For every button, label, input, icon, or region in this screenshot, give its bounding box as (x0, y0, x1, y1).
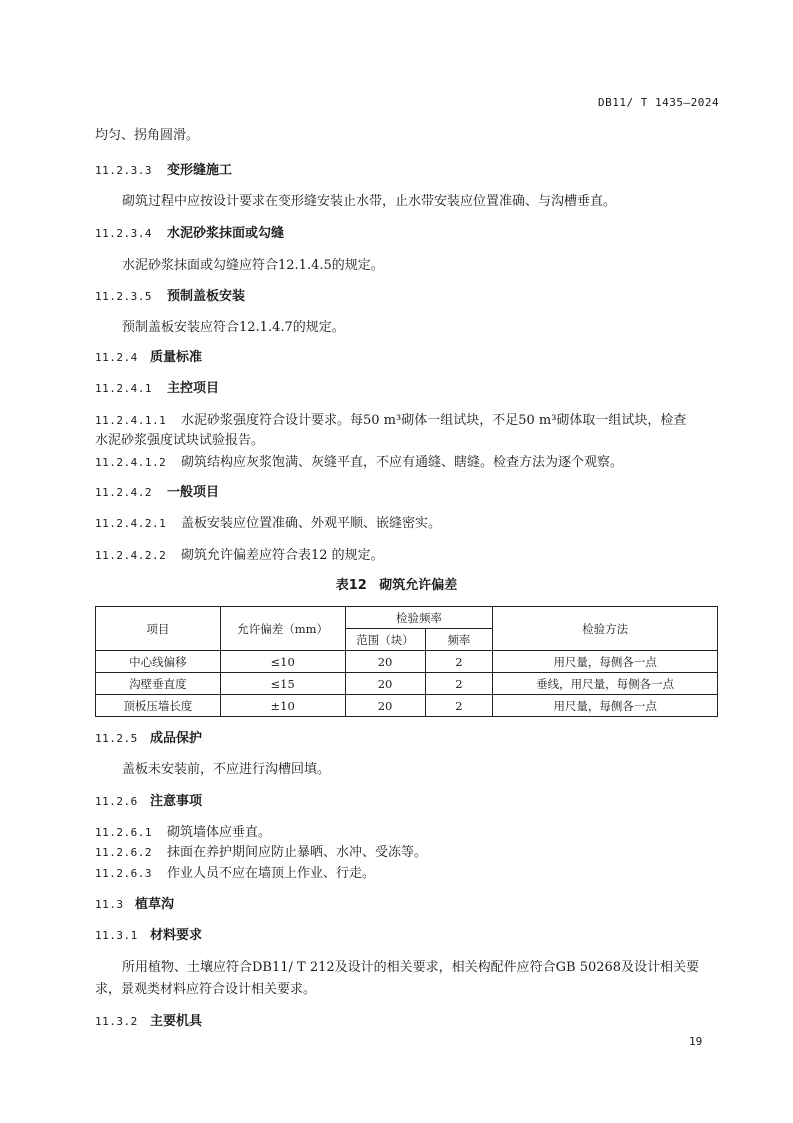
header-frequency: 检验频率 (345, 607, 493, 629)
list-item (95, 455, 623, 471)
cell-range: 20 (345, 651, 425, 673)
item-text: 抹面在养护期间应防止暴晒、水冲、受冻等。 (167, 845, 428, 860)
heading-title: 植草沟 (135, 897, 175, 912)
item-text: 水泥砂浆强度符合设计要求。每50 m³砌体一组试块，不足50 m³砌体取一组试块，检查 (181, 413, 687, 428)
cell-rate: 2 (425, 695, 493, 717)
list-item (95, 866, 375, 882)
header-range: 范围（块） (345, 629, 425, 651)
heading-11-2-4-2 (95, 485, 219, 501)
heading-number: 11.2.3.5 (95, 290, 152, 303)
heading-title: 质量标准 (150, 350, 203, 365)
heading-11-2-6 (95, 794, 202, 810)
heading-number: 11.3 (95, 898, 124, 911)
item-number: 11.2.4.1.2 (95, 456, 167, 469)
paragraph: 预制盖板安装应符合12.1.4.7的规定。 (122, 320, 345, 335)
heading-11-2-3-4 (95, 226, 284, 242)
cell-tolerance: ±10 (220, 695, 345, 717)
item-number: 11.2.4.1.1 (95, 414, 167, 427)
table-caption-title: 砌筑允许偏差 (379, 578, 458, 593)
cell-item: 沟壁垂直度 (96, 673, 221, 695)
paragraph: 所用植物、土壤应符合DB11/ T 212及设计的相关要求，相关构配件应符合GB 50268及设计相关要 (122, 960, 700, 975)
heading-number: 11.3.1 (95, 929, 138, 942)
heading-11-2-5 (95, 731, 202, 747)
item-text: 砌筑结构应灰浆饱满、灰缝平直，不应有通缝、瞎缝。检查方法为逐个观察。 (181, 455, 624, 470)
heading-11-2-4-1 (95, 381, 219, 397)
heading-number: 11.2.4 (95, 351, 138, 364)
table-caption (0, 578, 793, 594)
cell-method: 垂线，用尺量，每侧各一点 (493, 673, 718, 695)
item-text: 作业人员不应在墙顶上作业、行走。 (167, 866, 376, 881)
paragraph: 砌筑过程中应按设计要求在变形缝安装止水带，止水带安装应位置准确、与沟槽垂直。 (122, 194, 617, 209)
heading-title: 水泥砂浆抹面或勾缝 (167, 226, 285, 241)
cell-tolerance: ≤15 (220, 673, 345, 695)
header-tolerance: 允许偏差（mm） (220, 607, 345, 651)
tolerance-table (95, 606, 718, 717)
cell-range: 20 (345, 695, 425, 717)
heading-11-2-4 (95, 350, 202, 366)
cell-method: 用尺量，每侧各一点 (493, 695, 718, 717)
cell-rate: 2 (425, 651, 493, 673)
heading-number: 11.2.5 (95, 732, 138, 745)
document-id: DB11/ T 1435—2024 (598, 96, 720, 109)
heading-11-3 (95, 897, 174, 913)
heading-11-2-3-3 (95, 163, 232, 179)
item-text: 砌筑允许偏差应符合表12 的规定。 (181, 548, 384, 563)
heading-title: 预制盖板安装 (167, 289, 246, 304)
heading-11-3-2 (95, 1014, 202, 1030)
list-item (95, 845, 427, 861)
list-item (95, 516, 441, 532)
heading-number: 11.2.4.1 (95, 382, 152, 395)
header-method: 检验方法 (493, 607, 718, 651)
heading-title: 材料要求 (150, 928, 203, 943)
heading-title: 一般项目 (167, 485, 220, 500)
heading-number: 11.2.4.2 (95, 486, 152, 499)
header-rate: 频率 (425, 629, 493, 651)
cell-item: 中心线偏移 (96, 651, 221, 673)
heading-number: 11.2.3.4 (95, 227, 152, 240)
heading-title: 主控项目 (167, 381, 220, 396)
table-caption-number: 表12 (335, 578, 367, 593)
heading-11-3-1 (95, 928, 202, 944)
item-number: 11.2.4.2.2 (95, 549, 167, 562)
table-row (96, 651, 718, 673)
header-item: 项目 (96, 607, 221, 651)
paragraph-continuation: 求，景观类材料应符合设计相关要求。 (95, 982, 317, 997)
continued-text: 均匀、拐角圆滑。 (95, 128, 200, 143)
heading-number: 11.2.3.3 (95, 164, 152, 177)
paragraph: 盖板未安装前，不应进行沟槽回填。 (122, 762, 331, 777)
list-item (95, 825, 271, 841)
heading-number: 11.3.2 (95, 1015, 138, 1028)
table-row (96, 673, 718, 695)
cell-method: 用尺量，每侧各一点 (493, 651, 718, 673)
item-number: 11.2.4.2.1 (95, 517, 167, 530)
item-number: 11.2.6.1 (95, 826, 152, 839)
heading-title: 变形缝施工 (167, 163, 233, 178)
table-header-row (96, 607, 718, 629)
paragraph: 水泥砂浆抹面或勾缝应符合12.1.4.5的规定。 (122, 258, 384, 273)
list-item (95, 413, 686, 429)
item-text: 盖板安装应位置准确、外观平顺、嵌缝密实。 (181, 516, 442, 531)
cell-rate: 2 (425, 673, 493, 695)
item-continuation: 水泥砂浆强度试块试验报告。 (95, 433, 265, 448)
item-number: 11.2.6.2 (95, 846, 152, 859)
heading-title: 主要机具 (150, 1014, 203, 1029)
heading-title: 成品保护 (150, 731, 203, 746)
heading-number: 11.2.6 (95, 795, 138, 808)
page-number: 19 (689, 1035, 703, 1048)
table-row (96, 695, 718, 717)
item-number: 11.2.6.3 (95, 867, 152, 880)
cell-range: 20 (345, 673, 425, 695)
heading-11-2-3-5 (95, 289, 245, 305)
heading-title: 注意事项 (150, 794, 203, 809)
cell-item: 顶板压墙长度 (96, 695, 221, 717)
list-item (95, 548, 384, 564)
cell-tolerance: ≤10 (220, 651, 345, 673)
item-text: 砌筑墙体应垂直。 (167, 825, 272, 840)
